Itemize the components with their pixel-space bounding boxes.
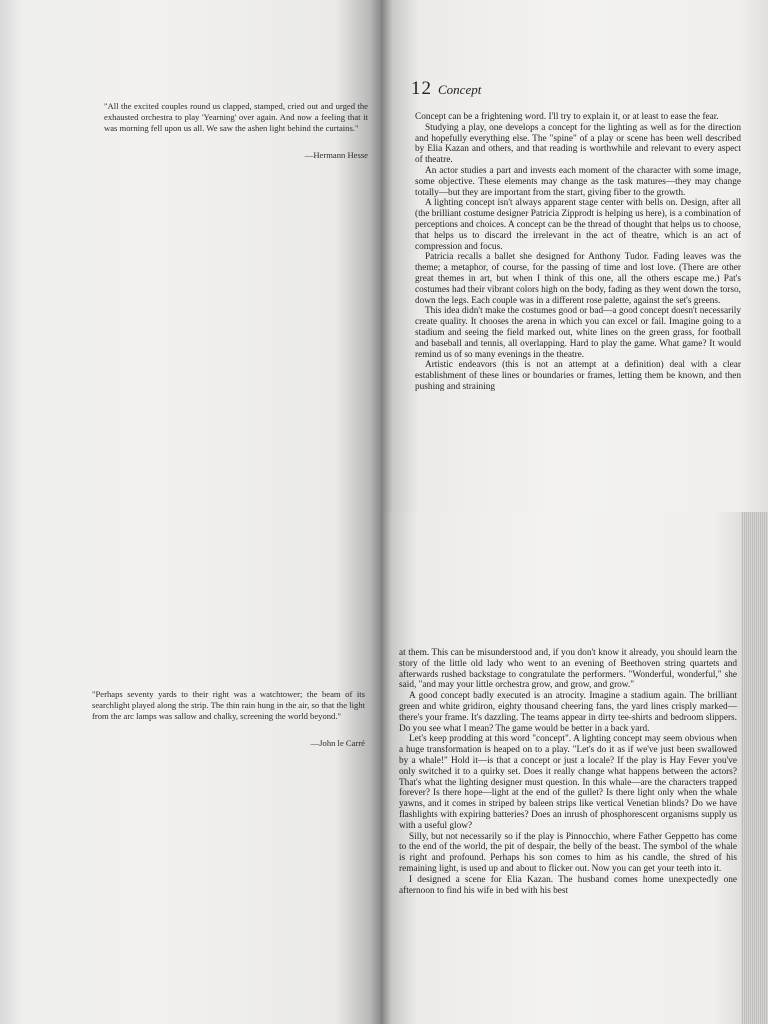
- paragraph: An actor studies a part and invests each moment of the character with some image, some objective. These elements may change as the task matures—they may change totally—but they are important from the start, giving fiber to the growth.: [415, 165, 741, 198]
- page-87: [381, 512, 741, 1024]
- paragraph: This idea didn't make the costumes good or bad—a good concept doesn't necessarily create quality. It chooses the arena in which you can excel or fail. Imagine going to a stadium and seeing the field marked out, white lines on the green grass, for football and baseball and tennis, all overlapping. Hard to play the game. What game? It would remind us of so many evenings in the theatre.: [415, 306, 741, 360]
- chapter-heading: [411, 78, 481, 100]
- paragraph: Silly, but not necessarily so if the play is Pinnocchio, where Father Geppetto has come to the end of the world, the pit of despair, the belly of the beast. The symbol of the whale is right and profound. Perhaps his son comes to him as his candle, the shred of his remaining light, is used up and about to flicker out. Now you can get your teeth into it.: [399, 831, 737, 874]
- epigraph-text: "Perhaps seventy yards to their right was a watchtower; the beam of its searchlight played along the strip. The thin rain hung in the air, so that the light from the arc lamps was sallow and chalky, screening the world beyond.": [92, 689, 365, 721]
- hesse-epigraph: [104, 101, 368, 161]
- chapter-number: 12: [411, 78, 432, 99]
- paragraph: at them. This can be misunderstood and, if you don't know it already, you should learn the story of the little old lady who went to an evening of Beethoven string quartets and afterwards rushed backstage to congratulate the performers. "Wonderful, wonderful," she said, "and may your little orchestra grow, and grow, and grow.": [399, 648, 737, 691]
- le-carre-epigraph: [92, 689, 365, 749]
- paragraph: Patricia recalls a ballet she designed for Anthony Tudor. Fading leaves was the theme; a metaphor, of course, for the passing of time and lost love. (There are other great themes in art, but when I think of this one, all the others escape me.) Pat's costumes had their vibrant colors high on the body, fading as they went down the torso, down the legs. Each couple was in a different rose palette, against the set's greens.: [415, 252, 741, 306]
- paragraph: Artistic endeavors (this is not an attempt at a definition) deal with a clear establishment of these lines or boundaries or frames, letting them be known, and then pushing and straining: [415, 360, 741, 392]
- epigraph-text: "All the excited couples round us clapped, stamped, cried out and urged the exhausted orchestra to play 'Yearning' over again. And now a feeling that it was morning fell upon us all. We saw the ashen light behind the curtains.": [104, 101, 368, 133]
- page-86: [0, 512, 381, 1024]
- page-block-edge: [741, 512, 768, 1024]
- epigraph-attribution: —John le Carré: [310, 738, 365, 748]
- chapter-body-continued: [399, 648, 737, 896]
- chapter-title: Concept: [438, 82, 482, 97]
- epigraph-attribution: —Hermann Hesse: [304, 150, 368, 160]
- paragraph: Let's keep prodding at this word "concept". A lighting concept may seem obvious when a huge transformation is heaped on to a play. "Let's do it as if we've just been swallowed by a whale!" Hold it—is that a concept or just a locale? If the play is Hay Fever you've only switched it to a quirky set. Does it really change what happens between the actors? That's what the lighting designer must question. In this whale—are the characters trapped forever? Is there hope—light at the end of the gullet? Is there light only when the whale yawns, and it comes in striped by baleen strips like vertical Venetian blinds? Do we have flashlights with expiring batteries? Does an inrush of phosphorescent organisms supply us with a useful glow?: [399, 734, 737, 831]
- chapter-body: [415, 112, 741, 393]
- page-84: [0, 0, 381, 512]
- paragraph: Concept can be a frightening word. I'll try to explain it, or at least to ease the fear.: [415, 112, 719, 122]
- page-85: [381, 0, 768, 512]
- paragraph: A lighting concept isn't always apparent stage center with bells on. Design, after all (the brilliant costume designer Patricia Zipprodt is helping us here), is a combination of perceptions and choices. A concept can be the thread of thought that helps us to choose, that helps us to discard the irrelevant in the act of theatre, which is an act of compression and focus.: [415, 198, 741, 252]
- paragraph: A good concept badly executed is an atrocity. Imagine a stadium again. The brilliant green and white gridiron, eighty thousand cheering fans, the yard lines crisply marked—there's your frame. It's dazzling. The teams appear in dirty tee-shirts and bedroom slippers. Do you see what I mean? The game would be better in a back yard.: [399, 691, 737, 734]
- bottom-spread: [0, 512, 768, 1024]
- paragraph: I designed a scene for Elia Kazan. The husband comes home unexpectedly one afternoon to find his wife in bed with his best: [399, 874, 737, 896]
- paragraph: Studying a play, one develops a concept for the lighting as well as for the direction and hopefully everything else. The "spine" of a play or scene has been well described by Elia Kazan and others, and that reading is worthwhile and relevant to every aspect of theatre.: [415, 122, 741, 166]
